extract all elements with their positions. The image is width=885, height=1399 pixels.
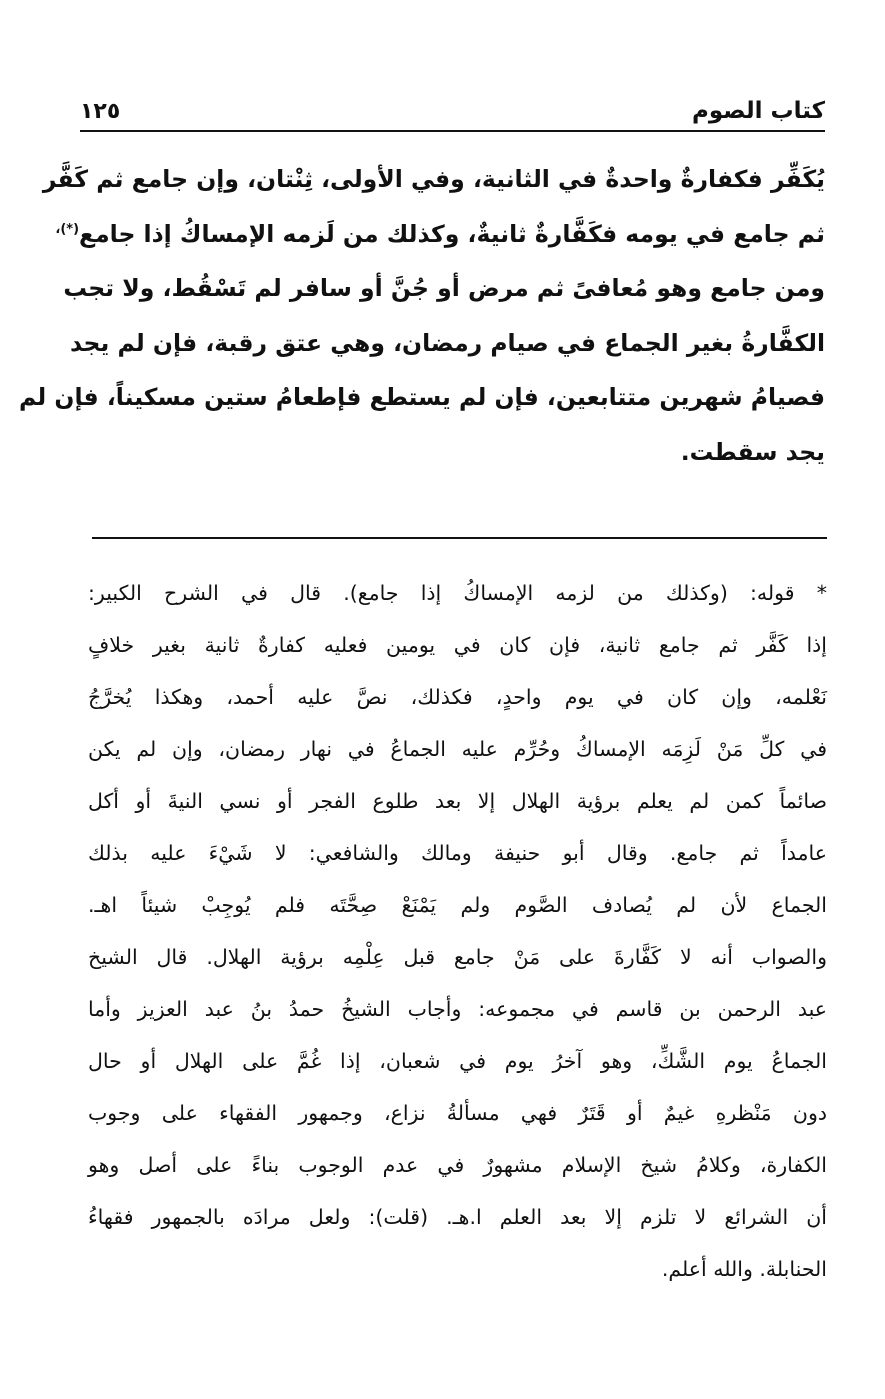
chapter-title: كتاب الصوم xyxy=(692,98,825,124)
main-text-line: فصيامُ شهرين متتابعين، فإن لم يستطع فإطعامُ ستين مسكيناً، فإن لم xyxy=(18,383,825,411)
footnote-line: في كلِّ مَنْ لَزِمَه الإمساكُ وحُرِّم عليه الجماعُ في نهار رمضان، وإن لم يكن xyxy=(88,737,827,761)
footnote-line: الحنابلة. والله أعلم. xyxy=(661,1257,827,1281)
main-text-line: ومن جامع وهو مُعافىً ثم مرض أو جُنَّ أو سافر لم تَسْقُط، ولا تجب xyxy=(63,274,825,302)
footnote-line: أن الشرائع لا تلزم إلا بعد العلم ا.هـ. (قلت): ولعل مرادَه بالجمهور فقهاءُ xyxy=(88,1205,827,1229)
footnote-line: نَعْلمه، وإن كان في يوم واحدٍ، فكذلك، نصَّ عليه أحمد، وهكذا يُخرَّجُ xyxy=(88,685,827,709)
main-text xyxy=(18,152,825,479)
footnote-divider xyxy=(92,537,827,539)
footnote-line: الجماعُ يوم الشَّكِّ، وهو آخرُ يوم في شعبان، إذا غُمَّ على الهلال أو حال xyxy=(88,1049,827,1073)
footnote-line: عبد الرحمن بن قاسم في مجموعه: وأجاب الشيخُ حمدُ بنُ عبد العزيز وأما xyxy=(88,997,827,1021)
page-number: ١٢٥ xyxy=(80,99,121,124)
footnote-line: دون مَنْظرهِ غيمٌ أو قَتَرٌ فهي مسألةُ نزاع، وجمهور الفقهاء على وجوب xyxy=(88,1101,827,1125)
main-text-line: يُكَفِّر فكفارةٌ واحدةٌ في الثانية، وفي الأولى، ثِنْتان، وإن جامع ثم كَفَّر xyxy=(42,165,825,193)
footnote-line: صائماً كمن لم يعلم برؤية الهلال إلا بعد طلوع الفجر أو نسي النيةَ أو أكل xyxy=(88,789,827,813)
footnote-line: إذا كَفَّر ثم جامع ثانية، فإن كان في يومين فعليه كفارةٌ ثانية بغير خلافٍ xyxy=(88,633,827,657)
main-text-line-body: ثم جامع في يومه فكَفَّارةٌ ثانيةٌ، وكذلك من لَزمه الإمساكُ إذا جامع xyxy=(79,219,825,248)
footnote-marker: (*)، xyxy=(55,221,80,237)
running-header xyxy=(80,92,825,132)
footnote-text xyxy=(88,567,827,1295)
footnote-line: * قوله: (وكذلك من لزمه الإمساكُ إذا جامع). قال في الشرح الكبير: xyxy=(88,581,827,605)
main-text-line: يجد سقطت. xyxy=(680,437,825,466)
footnote-line: والصواب أنه لا كَفَّارةَ على مَنْ جامع قبل عِلْمِه برؤية الهلال. قال الشيخ xyxy=(88,945,827,969)
main-text-line xyxy=(55,207,825,262)
footnote-line: الكفارة، وكلامُ شيخ الإسلام مشهورٌ في عدم الوجوب بناءً على أصل وهو xyxy=(88,1153,827,1177)
footnote-line: الجماع لأن لم يُصادف الصَّوم ولم يَمْنَعْ صِحَّتَه فلم يُوجِبْ شيئاً اهـ. xyxy=(88,893,827,917)
main-text-line: الكفَّارةُ بغير الجماع في صيام رمضان، وهي عتق رقبة، فإن لم يجد xyxy=(69,328,825,357)
footnote-line: عامداً ثم جامع. وقال أبو حنيفة ومالك والشافعي: لا شَيْءَ عليه بذلك xyxy=(88,841,827,865)
